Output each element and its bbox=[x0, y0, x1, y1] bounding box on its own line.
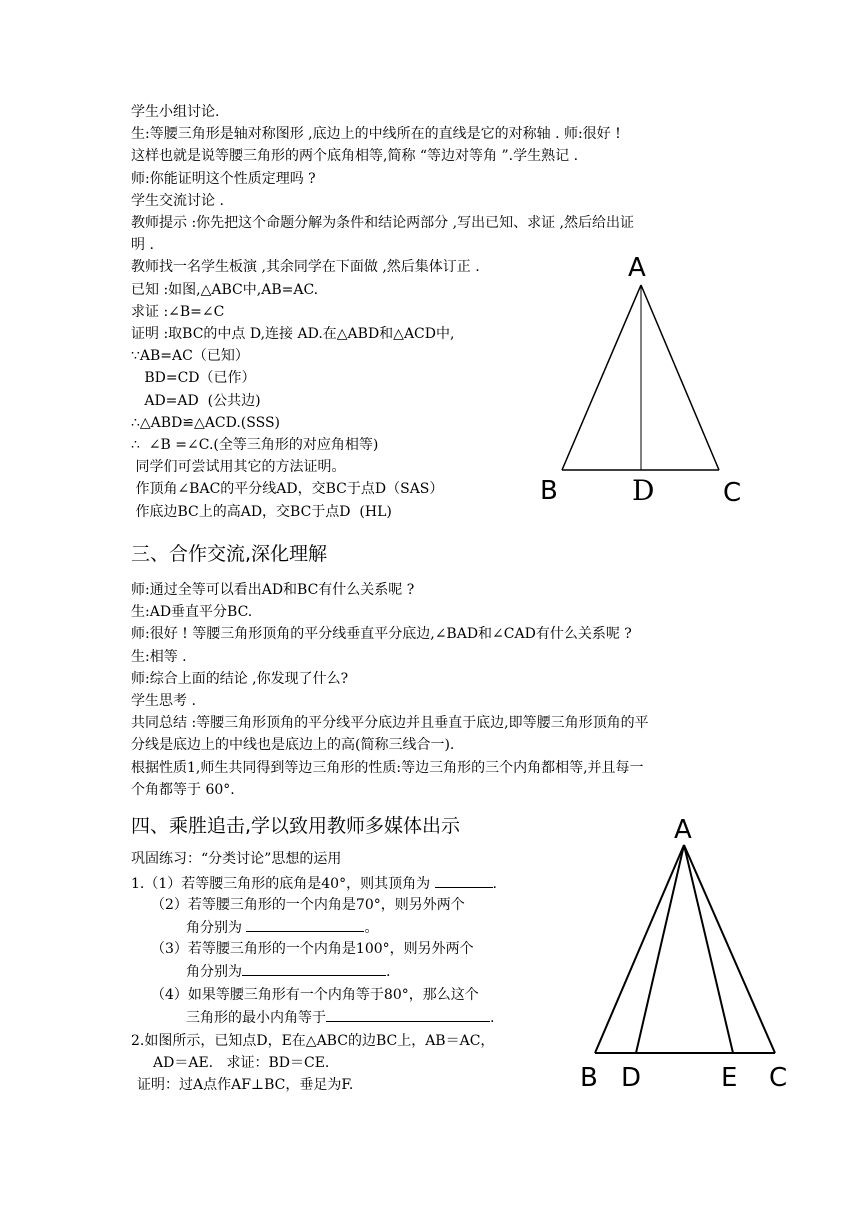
segment-ae bbox=[684, 845, 733, 1053]
vertex-label-c: C bbox=[723, 478, 742, 508]
text-line: 这样也就是说等腰三角形的两个底角相等,简称 “等边对等角 ”.学生熟记 . bbox=[131, 148, 579, 165]
text-line: 求证 :∠B=∠C bbox=[131, 303, 225, 320]
question-1-4: （4）如果等腰三角形有一个内角等于80°，那么这个 bbox=[151, 987, 479, 1003]
question-1-3: （3）若等腰三角形的一个内角是100°，则另外两个 bbox=[151, 941, 474, 957]
question-1-1: 1.（1）若等腰三角形的底角是40°，则其顶角为 . bbox=[131, 873, 497, 894]
text-line: 学生交流讨论 . bbox=[131, 192, 224, 209]
text-line: 生:等腰三角形是轴对称图形 ,底边上的中线所在的直线是它的对称轴 . 师:很好 ! bbox=[131, 126, 621, 143]
vertex-label-a-2: A bbox=[674, 815, 692, 845]
text-line: AD=AD (公共边) bbox=[131, 392, 261, 409]
section-heading-3: 三、合作交流,深化理解 bbox=[131, 543, 328, 565]
vertex-label-a: A bbox=[628, 253, 646, 283]
text-line: BD=CD（已作） bbox=[131, 370, 256, 387]
text-line: ∵AB=AC（已知） bbox=[131, 348, 249, 365]
text-line: 师:你能证明这个性质定理吗 ? bbox=[131, 170, 316, 187]
side-ab bbox=[562, 285, 641, 470]
text-line: 同学们可尝试用其它的方法证明。 bbox=[131, 459, 346, 476]
text-line: 教师提示 :你先把这个命题分解为条件和结论两部分 ,写出已知、求证 ,然后给出证 bbox=[131, 215, 634, 231]
text-line: 作顶角∠BAC的平分线AD，交BC于点D（SAS） bbox=[131, 481, 444, 498]
text-line: 生:相等 . bbox=[131, 648, 187, 665]
vertex-label-b: B bbox=[540, 476, 558, 506]
text-line: ∴△ABD≌△ACD.(SSS) bbox=[131, 414, 280, 431]
text-line: 证明 :取BC的中点 D,连接 AD.在△ABD和△ACD中, bbox=[131, 326, 455, 342]
text-line: 分线是底边上的中线也是底边上的高(简称三线合一). bbox=[131, 737, 455, 754]
question-2-cont: AD＝AE. 求证：BD＝CE. bbox=[153, 1055, 330, 1071]
text-line: 已知 :如图,△ABC中,AB=AC. bbox=[131, 281, 319, 298]
side-ac-2 bbox=[684, 845, 775, 1053]
question-1-3-cont: 角分别为 . bbox=[186, 961, 390, 982]
vertex-label-b-2: B bbox=[580, 1063, 598, 1093]
question-2: 2.如图所示，已知点D，E在△ABC的边BC上，AB＝AC， bbox=[131, 1033, 495, 1049]
text-line: 根据性质1,师生共同得到等边三角形的性质:等边三角形的三个内角都相等,并且每一 bbox=[131, 759, 644, 776]
vertex-label-c-2: C bbox=[769, 1063, 788, 1093]
exercise-title: 巩固练习：“分类讨论”思想的运用 bbox=[131, 851, 342, 867]
question-1-2-cont: 角分别为 。 bbox=[186, 917, 378, 938]
side-ac bbox=[641, 285, 719, 470]
point-label-e-2: E bbox=[721, 1063, 738, 1093]
text-line: ∴ ∠B =∠C.(全等三角形的对应角相等) bbox=[131, 437, 379, 453]
question-1-2: （2）若等腰三角形的一个内角是70°，则另外两个 bbox=[151, 897, 465, 913]
text-line: 共同总结 :等腰三角形顶角的平分线平分底边并且垂直于底边,即等腰三角形顶角的平 bbox=[131, 715, 649, 732]
point-label-d-2: D bbox=[621, 1063, 642, 1093]
section-heading-4: 四、乘胜追击,学以致用教师多媒体出示 bbox=[131, 815, 461, 837]
segment-ad bbox=[636, 845, 684, 1053]
question-2-proof: 证明：过A点作AF⊥BC，垂足为F. bbox=[137, 1077, 354, 1093]
text-line: 教师找一名学生板演 ,其余同学在下面做 ,然后集体订正 . bbox=[131, 259, 480, 276]
text-line: 生:AD垂直平分BC. bbox=[131, 604, 253, 621]
text-line: 个角都等于 60°. bbox=[131, 781, 235, 798]
text-line: 明 . bbox=[131, 237, 154, 254]
text-line: 师:通过全等可以看出AD和BC有什么关系呢 ? bbox=[131, 582, 415, 598]
text-line: 学生小组讨论. bbox=[131, 104, 220, 120]
point-label-d: D bbox=[632, 474, 655, 507]
side-ab-2 bbox=[595, 845, 684, 1053]
question-1-4-cont: 三角形的最小内角等于 . bbox=[186, 1007, 494, 1028]
text-line: 师:综合上面的结论 ,你发现了什么? bbox=[131, 670, 349, 687]
text-line: 作底边BC上的高AD，交BC于点D (HL) bbox=[131, 503, 392, 520]
text-line: 学生思考 . bbox=[131, 693, 196, 709]
text-line: 师:很好 ! 等腰三角形顶角的平分线垂直平分底边,∠BAD和∠CAD有什么关系呢 ? bbox=[131, 626, 632, 643]
